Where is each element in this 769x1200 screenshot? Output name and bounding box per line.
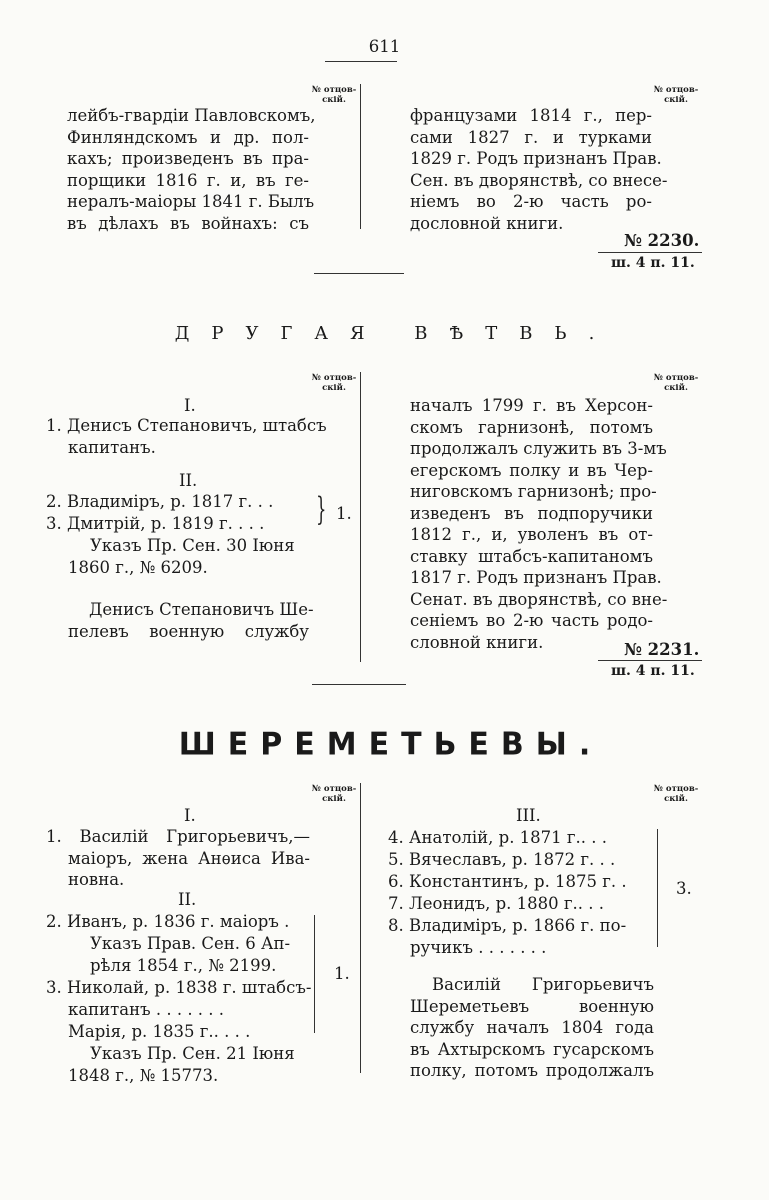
group-bracket [314,915,315,1033]
col-header-right: № отцов- скій. [653,373,699,393]
person-entry: капитанъ . . . . . . . [68,1000,225,1019]
text-line: словной книги. [410,632,544,652]
col-divider-left [360,372,361,662]
person-entry: 4. Анатолій, р. 1871 г.. . . [388,828,608,847]
generation-label: III. [516,806,541,825]
generation-label: II. [179,471,198,490]
person-entry: 3. Дмитрій, р. 1819 г. . . . [46,514,265,533]
section-divider [314,273,404,274]
record-number: № 2231. [624,640,700,659]
text-line: ставку штабсъ-капитаномъ [410,546,653,566]
text-line: 1. Василій Григорьевичъ,— [46,827,310,846]
col-header-left: № отцов- скій. [311,85,357,105]
text-line: Сенат. въ дворянствѣ, со вне- [410,589,668,609]
col-divider-left [360,783,361,1073]
person-entry: 2. Иванъ, р. 1836 г. маіоръ . [46,912,290,931]
text-line: сеніемъ во 2-ю часть родо- [410,611,653,630]
family-title: ШЕРЕМЕТЬЕВЫ. [178,726,603,763]
decree-line: 1860 г., № 6209. [68,558,208,577]
text-line: дословной книги. [410,213,564,233]
person-entry: 8. Владиміръ, р. 1866 г. по- [388,916,627,935]
group-bracket [657,829,658,947]
father-number: 1. [336,504,352,523]
person-entry: капитанъ. [68,438,156,457]
person-entry [46,826,310,891]
person-entry: 6. Константинъ, р. 1875 г. . [388,872,627,891]
page-number: 611 [368,37,401,56]
text-line: егерскомъ полку и въ Чер- [410,460,653,480]
text-line: 1812 г., и, уволенъ въ от- [410,525,653,544]
text-line: изведенъ въ подпоручики [410,503,653,523]
text-line: началъ 1799 г. въ Херсон- [410,396,653,415]
col-header-left: № отцов- скій. [311,784,357,804]
text-line: ніемъ во 2-ю часть ро- [410,192,652,211]
section1-right-text [410,105,668,234]
biography-right [410,974,654,1082]
father-number: 1. [334,964,350,983]
decree-line: 1848 г., № 15773. [68,1066,219,1085]
group-brace: } [316,490,327,528]
decree-line: рѣля 1854 г., № 2199. [90,956,277,975]
text-line: новна. [68,870,125,889]
text-line: Денисъ Степановичъ Ше- [89,600,314,619]
decree-line: Указъ Пр. Сен. 21 Іюня [90,1044,295,1063]
person-entry: ручикъ . . . . . . . [410,938,547,957]
col-divider-left [360,84,361,229]
text-line: Василій Григорьевичъ [432,975,654,994]
person-entry: 3. Николай, р. 1838 г. штабсъ- [46,978,312,997]
record-reference: ш. 4 п. 11. [611,255,695,271]
record-number: № 2230. [624,231,700,250]
text-line: французами 1814 г., пер- [410,106,652,125]
generation-label: II. [178,890,197,909]
text-line: 1817 г. Родъ признанъ Прав. [410,568,662,587]
section-divider [312,684,406,685]
generation-label: I. [184,806,196,825]
page-number-rule [325,61,397,62]
text-line: ниговскомъ гарнизонѣ; про- [410,482,657,501]
text-line: службу началъ 1804 года [410,1018,654,1037]
text-line: въ Ахтырскомъ гусарскомъ [410,1039,654,1059]
person-entry: 5. Вячеславъ, р. 1872 г. . . [388,850,616,869]
text-line: Финляндскомъ и др. пол- [67,127,309,147]
text-line: нералъ-маіоры 1841 г. Былъ [67,192,315,211]
text-line: порщики 1816 г. и, въ ге- [67,170,309,190]
decree-line: Указъ Прав. Сен. 6 Ап- [90,934,291,953]
text-line: полку, потомъ продолжалъ [410,1061,654,1080]
person-entry: 2. Владиміръ, р. 1817 г. . . [46,492,274,511]
father-number: 3. [676,879,692,898]
text-line: Сен. въ дворянствѣ, со внесе- [410,170,668,190]
text-line: въ дѣлахъ въ войнахъ: съ [67,213,309,233]
person-entry: 1. Денисъ Степановичъ, штабсъ [46,416,327,435]
text-line: сами 1827 г. и турками [410,127,652,147]
section1-left-text [67,105,316,234]
record-reference: ш. 4 п. 11. [611,663,695,679]
generation-label: I. [184,396,196,415]
text-line: Шереметьевъ военную [410,996,654,1016]
text-line: продолжалъ служить въ 3-мъ [410,439,667,458]
col-header-left: № отцов- скій. [311,373,357,393]
col-header-right: № отцов- скій. [653,784,699,804]
text-line: 1829 г. Родъ признанъ Прав. [410,149,662,168]
person-entry: Марія, р. 1835 г.. . . . [68,1022,251,1041]
text-line: лейбъ-гвардіи Павловскомъ, [67,106,316,125]
text-line: маіоръ, жена Анѳиса Ива- [68,848,310,868]
col-header-right: № отцов- скій. [653,85,699,105]
text-line: кахъ; произведенъ въ пра- [67,149,309,168]
text-line: пелевъ военную службу [68,621,309,641]
biography-right [410,395,668,653]
biography-left [68,599,314,642]
text-line: скомъ гарнизонѣ, потомъ [410,417,653,437]
branch-title: ДРУГАЯ ВѢТВЬ. [174,323,617,344]
decree-line: Указъ Пр. Сен. 30 Іюня [90,536,295,555]
person-entry: 7. Леонидъ, р. 1880 г.. . . [388,894,604,913]
